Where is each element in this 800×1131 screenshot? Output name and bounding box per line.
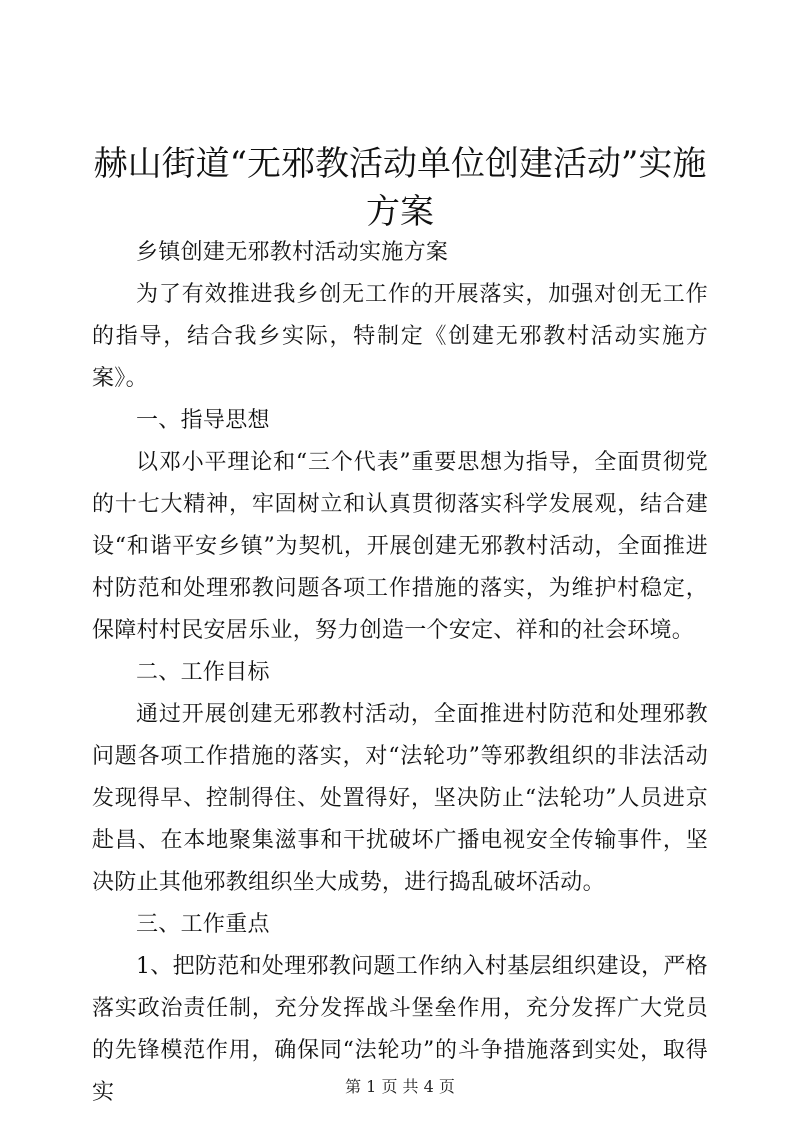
paragraph-intro: 为了有效推进我乡创无工作的开展落实，加强对创无工作的指导，结合我乡实际，特制定《创建无邪教村活动实施方案》。 bbox=[92, 282, 708, 391]
paragraph-work-goals: 通过开展创建无邪教村活动，全面推进村防范和处理邪教问题各项工作措施的落实，对“法轮功”等邪教组织的非法活动发现得早、控制得住、处置得好，坚决防止“法轮功”人员进京赴昌、在本地聚集滋事和干扰破坏广播电视安全传输事件，坚决防止其他邪教组织坐大成势，进行捣乱破坏活动。 bbox=[92, 702, 708, 895]
page-number-footer: 第 1 页 共 4 页 bbox=[345, 1077, 455, 1096]
paragraph-subtitle: 乡镇创建无邪教村活动实施方案 bbox=[136, 240, 449, 265]
document-title: 赫山街道“无邪教活动单位创建活动”实施方案 bbox=[93, 144, 707, 232]
section-heading-guiding-thought: 一、指导思想 bbox=[136, 408, 270, 433]
section-heading-work-focus: 三、工作重点 bbox=[136, 912, 270, 937]
paragraph-work-focus-1: 1、把防范和处理邪教问题工作纳入村基层组织建设，严格落实政治责任制，充分发挥战斗堡垒作用，充分发挥广大党员的先锋模范作用，确保同“法轮功”的斗争措施落到实处，取得实 bbox=[92, 954, 708, 1105]
document-body bbox=[92, 232, 708, 1114]
section-heading-work-goals: 二、工作目标 bbox=[136, 660, 270, 685]
paragraph-guiding-thought: 以邓小平理论和“三个代表”重要思想为指导，全面贯彻党的十七大精神，牢固树立和认真贯彻落实科学发展观，结合建设“和谐平安乡镇”为契机，开展创建无邪教村活动，全面推进村防范和处理邪教问题各项工作措施的落实，为维护村稳定，保障村村民安居乐业，努力创造一个安定、祥和的社会环境。 bbox=[92, 450, 708, 643]
